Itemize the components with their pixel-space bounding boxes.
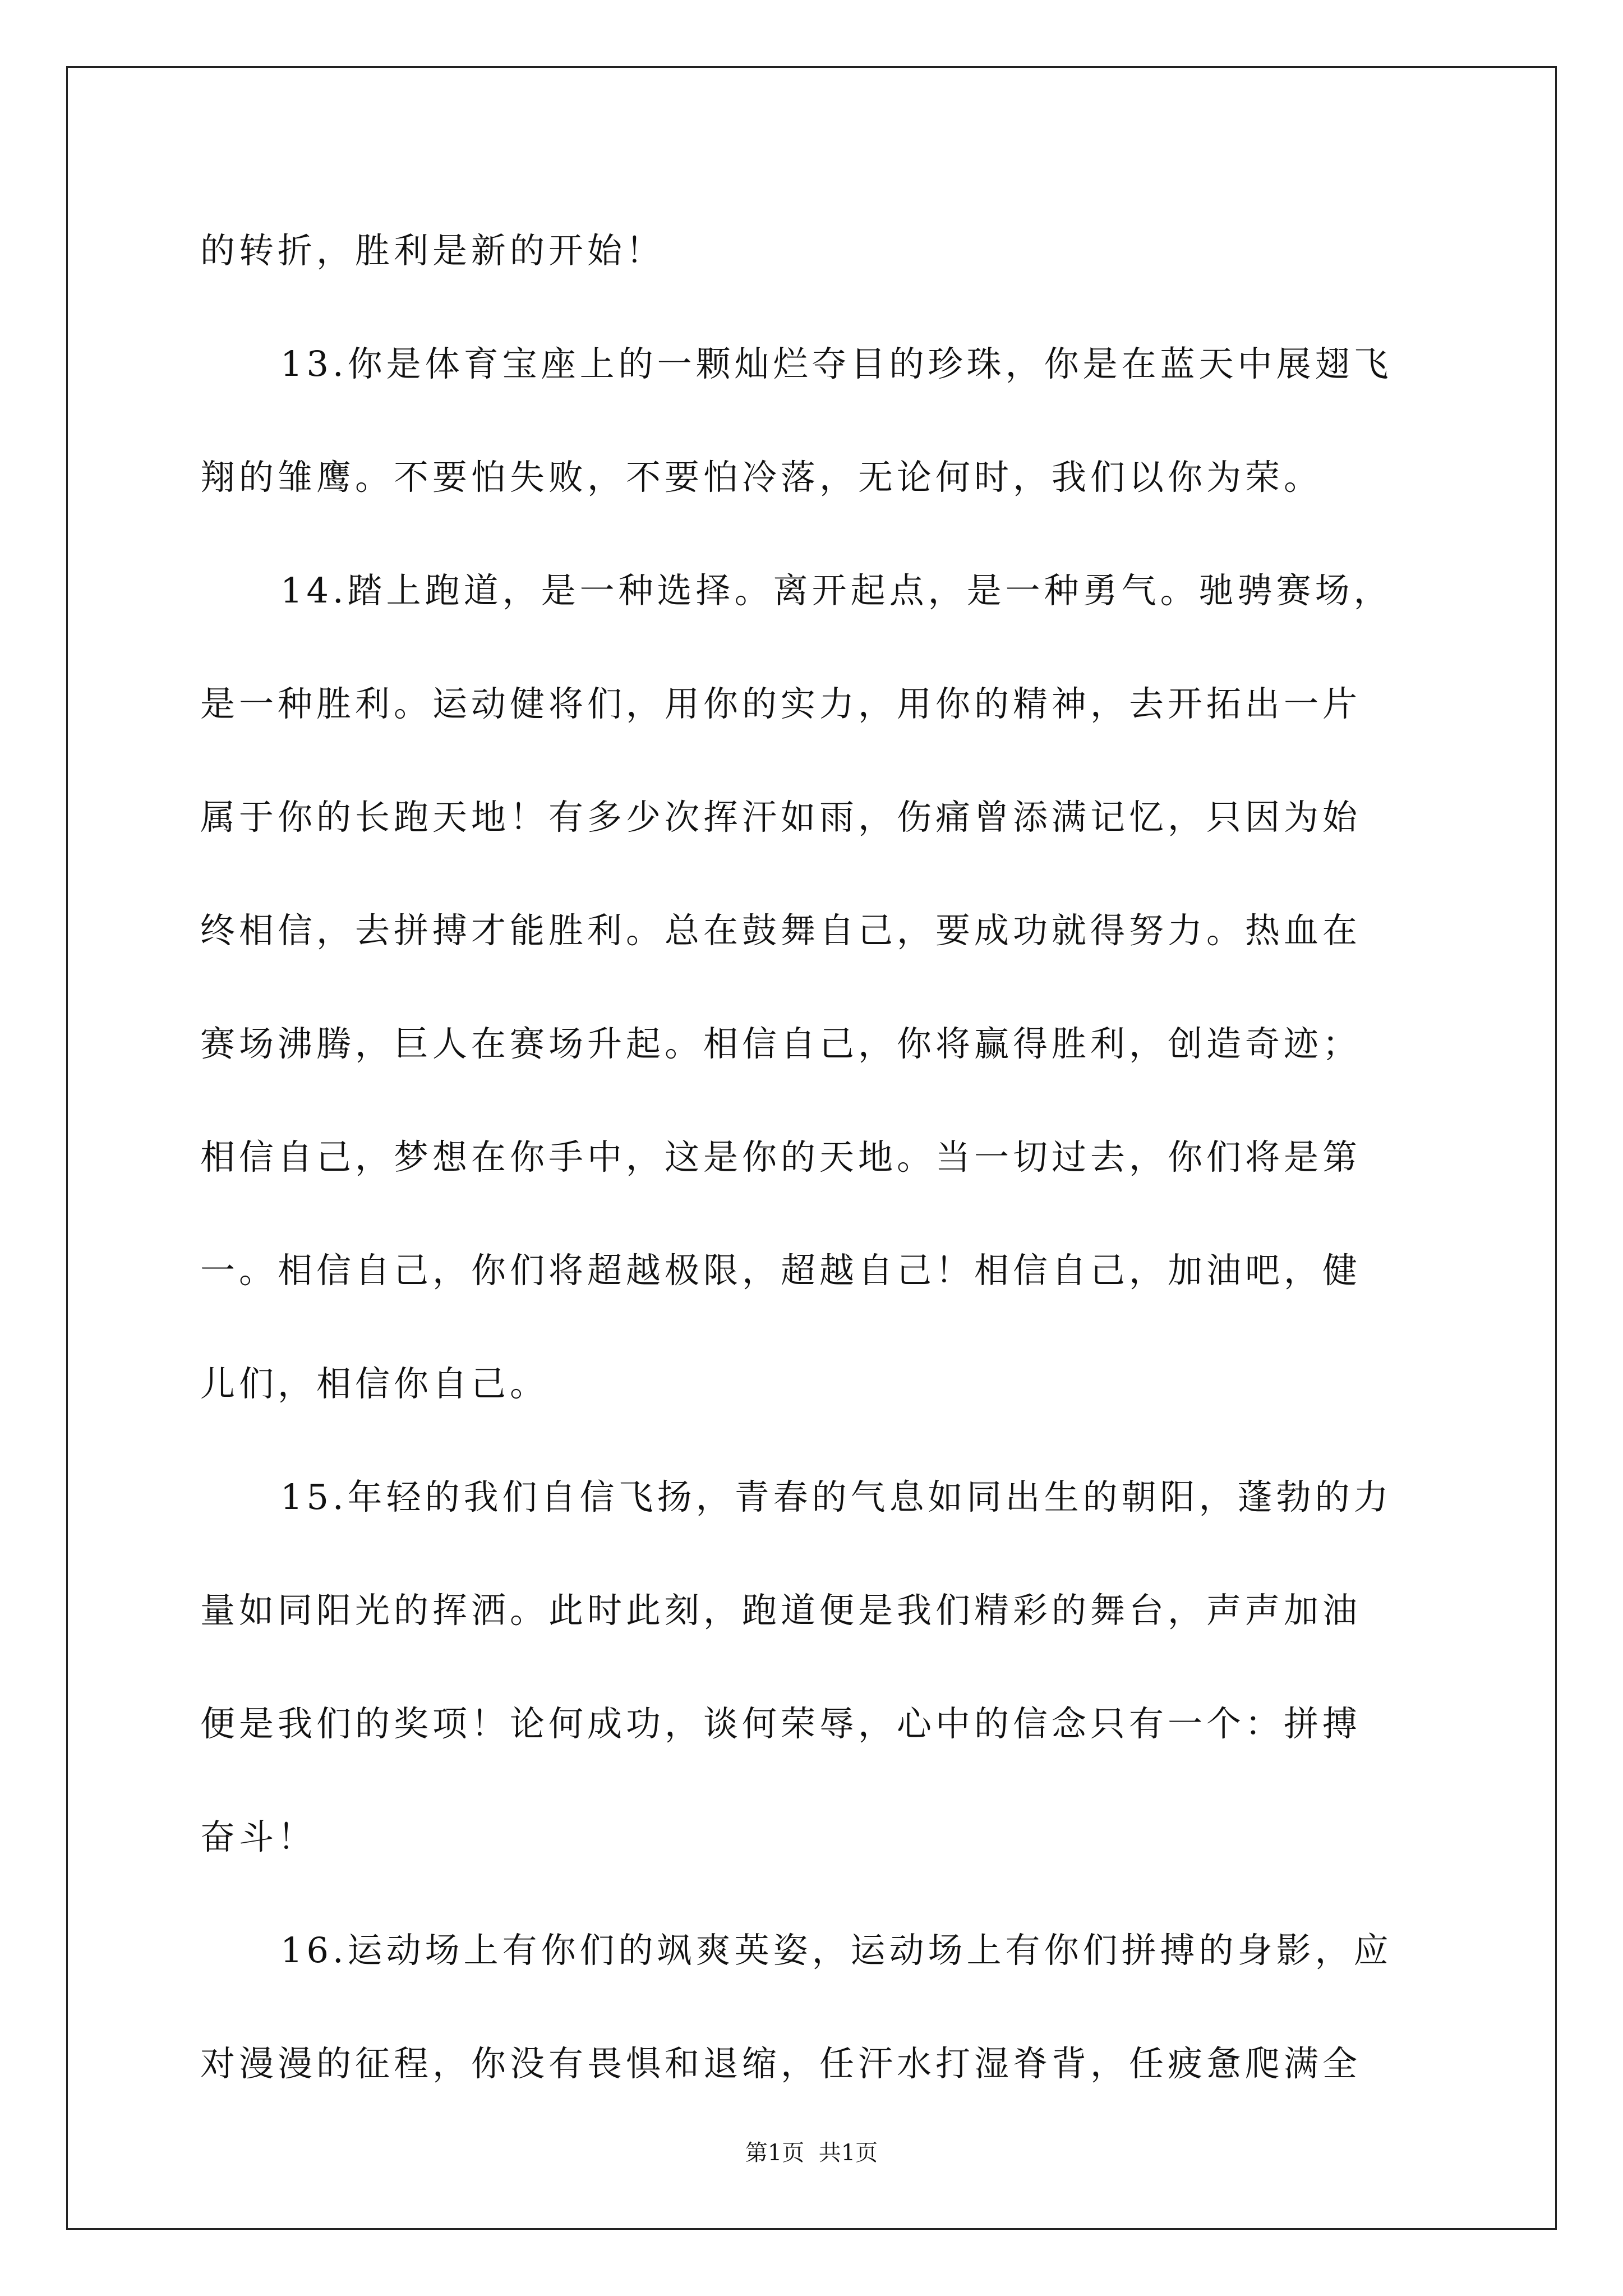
text-line: 的转折，胜利是新的开始！ [200, 230, 665, 271]
text-line: 是一种胜利。运动健将们，用你的实力，用你的精神，去开拓出一片 [200, 683, 1362, 724]
text-line: 奋斗！ [200, 1816, 317, 1857]
text-line: 对漫漫的征程，你没有畏惧和退缩，任汗水打湿脊背，任疲惫爬满全 [200, 2043, 1362, 2084]
paragraph-13-line: 13.你是体育宝座上的一颗灿烂夺目的珍珠，你是在蓝天中展翅飞 [280, 343, 1393, 384]
paragraph-14-line: 14.踏上跑道，是一种选择。离开起点，是一种勇气。驰骋赛场， [280, 570, 1393, 611]
text-line: 相信自己，梦想在你手中，这是你的天地。当一切过去，你们将是第 [200, 1137, 1362, 1177]
text-line: 终相信，去拼搏才能胜利。总在鼓舞自己，要成功就得努力。热血在 [200, 910, 1362, 951]
text-line: 便是我们的奖项！论何成功，谈何荣辱，心中的信念只有一个：拼搏 [200, 1703, 1362, 1744]
text-line: 儿们，相信你自己。 [200, 1363, 549, 1404]
paragraph-16-line: 16.运动场上有你们的飒爽英姿，运动场上有你们拼搏的身影，应 [280, 1930, 1393, 1971]
text-line: 量如同阳光的挥洒。此时此刻，跑道便是我们精彩的舞台，声声加油 [200, 1590, 1362, 1631]
text-line: 属于你的长跑天地！有多少次挥汗如雨，伤痛曾添满记忆，只因为始 [200, 797, 1362, 838]
text-line: 翔的雏鹰。不要怕失败，不要怕冷落，无论何时，我们以你为荣。 [200, 457, 1323, 498]
paragraph-15-line: 15.年轻的我们自信飞扬，青春的气息如同出生的朝阳，蓬勃的力 [280, 1476, 1393, 1517]
text-line: 一。相信自己，你们将超越极限，超越自己！相信自己，加油吧，健 [200, 1250, 1362, 1291]
text-line: 赛场沸腾，巨人在赛场升起。相信自己，你将赢得胜利，创造奇迹； [200, 1023, 1362, 1064]
page-number-footer: 第1页 共1页 [745, 2140, 878, 2166]
